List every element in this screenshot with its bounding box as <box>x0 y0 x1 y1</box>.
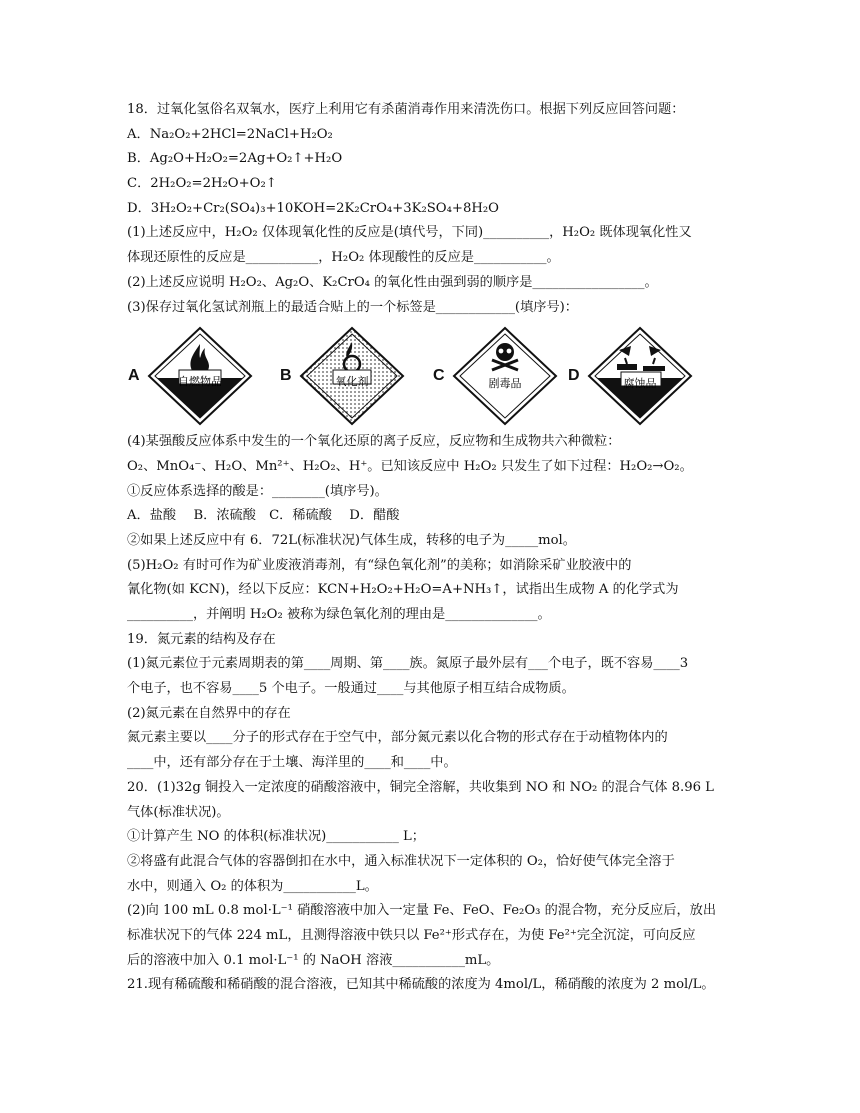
q19-part1-line2: 个电子，也不容易____5 个电子。一般通过____与其他原子相互结合成物质。 <box>127 681 575 697</box>
label-letter-c: C <box>433 367 445 385</box>
q18-part1-line1: (1)上述反应中，H₂O₂ 仅体现氧化性的反应是(填代号，下同)__________，H₂O₂ 既体现氧化性又 <box>127 225 692 241</box>
label-letter-d: D <box>568 367 580 385</box>
q20-part2-line2: 标准状况下的气体 224 mL，且测得溶液中铁只以 Fe²⁺形式存在，为使 Fe²⁺完全沉淀，可向反应 <box>127 927 696 943</box>
q20-part1-line4: ②将盛有此混合气体的容器倒扣在水中，通入标准状况下一定体积的 O₂，恰好使气体完全溶于 <box>127 853 675 869</box>
q18-stem: 18．过氧化氢俗名双氧水，医疗上利用它有杀菌消毒作用来清洗伤口。根据下列反应回答问题： <box>127 102 685 117</box>
q19-part2-line2: ____中，还有部分存在于土壤、海洋里的____和____中。 <box>127 755 457 771</box>
q20-part2-line1: (2)向 100 mL 0.8 mol·L⁻¹ 硝酸溶液中加入一定量 Fe、FeO、Fe₂O₃ 的混合物，充分反应后，放出 <box>127 903 717 919</box>
q19-part2-heading: (2)氮元素在自然界中的存在 <box>127 705 291 721</box>
q18-part5-line1: (5)H₂O₂ 有时可作为矿业废液消毒剂，有“绿色氧化剂”的美称；如消除采矿业胶液中的 <box>127 557 632 573</box>
q18-part3: (3)保存过氧化氢试剂瓶上的最适合贴上的一个标签是____________(填序号)： <box>127 299 578 315</box>
q18-option-d: D．3H₂O₂+Cr₂(SO₄)₃+10KOH=2K₂CrO₄+3K₂SO₄+8H₂O <box>127 200 499 216</box>
q20-part2-line3: 后的溶液中加入 0.1 mol·L⁻¹ 的 NaOH 溶液___________mL。 <box>127 952 500 968</box>
q18-option-a: A．Na₂O₂+2HCl=2NaCl+H₂O₂ <box>127 126 333 142</box>
label-text-d: 腐蚀品 <box>623 377 657 391</box>
q18-part4-line1: (4)某强酸反应体系中发生的一个氧化还原的离子反应，反应物和生成物共六种微粒： <box>127 434 621 450</box>
q20-part1-line3: ①计算产生 NO 的体积(标准状况)___________ L； <box>127 829 425 845</box>
q18-part4-line4: ②如果上述反应中有 6．72L(标准状况)气体生成，转移的电子为_____mol。 <box>127 532 576 548</box>
q18-part4-options: A．盐酸 B．浓硫酸 C．稀硫酸 D．醋酸 <box>127 508 400 524</box>
q18-part5-line3: __________，并阐明 H₂O₂ 被称为绿色氧化剂的理由是______________。 <box>127 607 551 622</box>
q20-part1-line1: 20．(1)32g 铜投入一定浓度的硝酸溶液中，铜完全溶解，共收集到 NO 和 NO₂ 的混合气体 8.96 L <box>127 779 714 795</box>
q19-part1-line1: (1)氮元素位于元素周期表的第____周期、第____族。氮原子最外层有___个电子，既不容易____3 <box>127 656 689 672</box>
q21-line1: 21.现有稀硫酸和稀硝酸的混合溶液，已知其中稀硫酸的浓度为 4mol/L，稀硝酸的浓度为 2 mol/L。 <box>127 977 715 993</box>
q18-part5-line2: 氰化物(如 KCN)，经以下反应：KCN+H₂O₂+H₂O=A+NH₃↑，试指出生成物 A 的化学式为 <box>127 582 679 598</box>
q18-part1-line2: 体现还原性的反应是___________，H₂O₂ 体现酸性的反应是___________。 <box>127 250 560 266</box>
q19-part2-line1: 氮元素主要以____分子的形式存在于空气中，部分氮元素以化合物的形式存在于动植物体内的 <box>127 730 668 746</box>
label-letter-b: B <box>280 367 292 385</box>
q18-option-c: C．2H₂O₂=2H₂O+O₂↑ <box>127 176 277 192</box>
hazard-labels-figure <box>127 324 747 428</box>
q18-option-b: B．Ag₂O+H₂O₂=2Ag+O₂↑+H₂O <box>127 151 343 167</box>
label-text-a: 自燃物品 <box>178 375 222 389</box>
q18-part2: (2)上述反应说明 H₂O₂、Ag₂O、K₂CrO₄ 的氧化性由强到弱的顺序是_________________。 <box>127 274 658 290</box>
q18-part4-line3: ①反应体系选择的酸是：________(填序号)。 <box>127 483 388 499</box>
q18-part4-line2: O₂、MnO₄⁻、H₂O、Mn²⁺、H₂O₂、H⁺。已知该反应中 H₂O₂ 只发生了如下过程：H₂O₂→O₂。 <box>127 458 693 474</box>
q20-part1-line2: 气体(标准状况)。 <box>127 804 230 820</box>
label-letter-a: A <box>128 367 140 385</box>
q19-title: 19．氮元素的结构及存在 <box>127 631 276 647</box>
label-text-b: 氧化剂 <box>335 375 369 389</box>
q20-part1-line5: 水中，则通入 O₂ 的体积为___________L。 <box>127 878 378 894</box>
document-page <box>127 98 747 998</box>
label-text-c: 剧毒品 <box>488 377 522 391</box>
